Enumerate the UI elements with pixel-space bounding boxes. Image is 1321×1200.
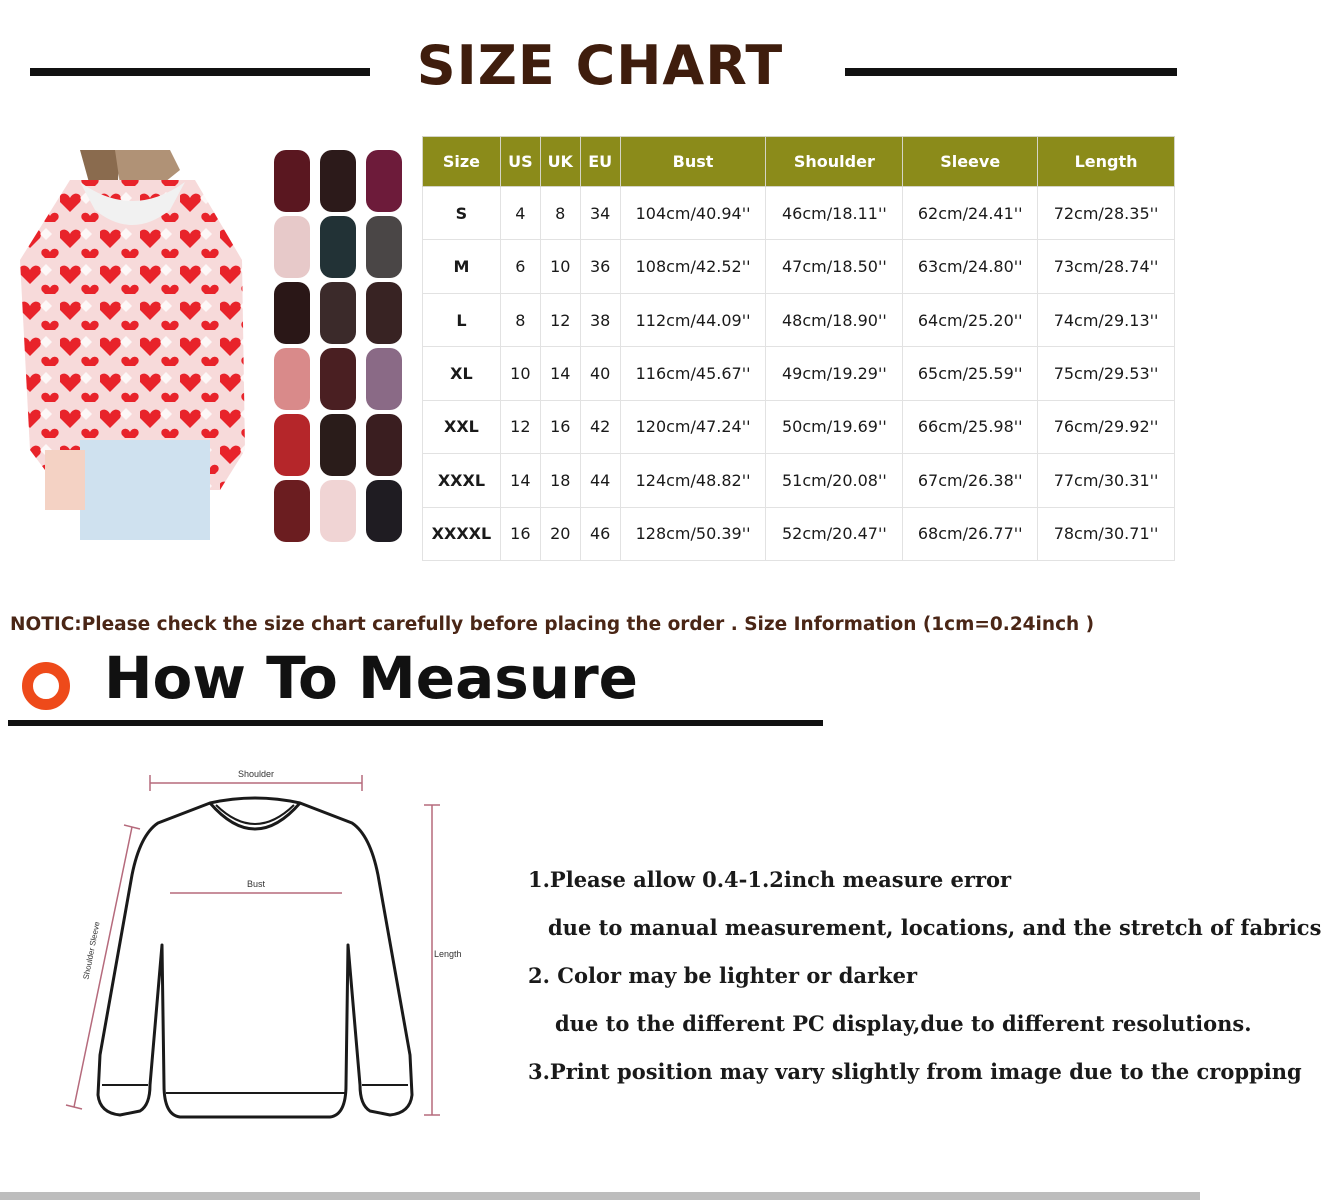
table-cell: 76cm/29.92'' — [1038, 400, 1175, 453]
table-row — [423, 240, 1175, 293]
note-line: 3.Print position may vary slightly from image due to the cropping — [528, 1059, 1302, 1084]
table-cell: S — [423, 187, 501, 240]
note-line: due to manual measurement, locations, and the stretch of fabrics — [548, 915, 1321, 940]
table-cell: 66cm/25.98'' — [903, 400, 1038, 453]
table-cell: 62cm/24.41'' — [903, 187, 1038, 240]
table-cell: 120cm/47.24'' — [620, 400, 766, 453]
measure-notes — [528, 862, 1321, 1102]
table-cell: 128cm/50.39'' — [620, 507, 766, 560]
page-title: SIZE CHART — [416, 34, 784, 97]
col-header-length: Length — [1038, 137, 1175, 187]
table-cell: 14 — [540, 347, 580, 400]
table-header-row — [423, 137, 1175, 187]
table-cell: 48cm/18.90'' — [766, 293, 903, 346]
table-cell: 16 — [500, 507, 540, 560]
table-cell: 108cm/42.52'' — [620, 240, 766, 293]
table-cell: 68cm/26.77'' — [903, 507, 1038, 560]
table-cell: 52cm/20.47'' — [766, 507, 903, 560]
table-cell: 47cm/18.50'' — [766, 240, 903, 293]
table-cell: XXL — [423, 400, 501, 453]
size-chart-table — [422, 136, 1175, 561]
table-cell: 78cm/30.71'' — [1038, 507, 1175, 560]
title-divider-right — [845, 68, 1177, 76]
ring-icon — [22, 662, 70, 710]
table-cell: 50cm/19.69'' — [766, 400, 903, 453]
table-cell: 72cm/28.35'' — [1038, 187, 1175, 240]
label-length: Length — [434, 949, 462, 959]
measure-divider — [8, 720, 823, 726]
table-cell: 34 — [580, 187, 620, 240]
bottom-border — [0, 1192, 1200, 1200]
table-cell: 4 — [500, 187, 540, 240]
col-header-uk: UK — [540, 137, 580, 187]
table-cell: 77cm/30.31'' — [1038, 454, 1175, 507]
table-cell: L — [423, 293, 501, 346]
table-row — [423, 293, 1175, 346]
table-cell: 8 — [540, 187, 580, 240]
table-cell: 20 — [540, 507, 580, 560]
table-cell: 12 — [540, 293, 580, 346]
table-cell: 104cm/40.94'' — [620, 187, 766, 240]
color-swatch-icon — [270, 150, 406, 546]
col-header-sleeve: Sleeve — [903, 137, 1038, 187]
table-cell: 46cm/18.11'' — [766, 187, 903, 240]
table-cell: 10 — [540, 240, 580, 293]
table-cell: 18 — [540, 454, 580, 507]
table-row — [423, 400, 1175, 453]
table-cell: 49cm/19.29'' — [766, 347, 903, 400]
table-cell: 40 — [580, 347, 620, 400]
table-cell: 38 — [580, 293, 620, 346]
table-cell: 112cm/44.09'' — [620, 293, 766, 346]
table-cell: 36 — [580, 240, 620, 293]
table-row — [423, 507, 1175, 560]
table-cell: 124cm/48.82'' — [620, 454, 766, 507]
hoodie-photo-icon — [20, 150, 246, 546]
title-divider-left — [30, 68, 370, 76]
measure-title: How To Measure — [104, 644, 639, 712]
table-cell: 10 — [500, 347, 540, 400]
table-cell: 44 — [580, 454, 620, 507]
table-row — [423, 187, 1175, 240]
table-cell: XL — [423, 347, 501, 400]
table-cell: M — [423, 240, 501, 293]
label-sleeve: Shoulder Sleeve — [81, 920, 102, 981]
table-cell: 74cm/29.13'' — [1038, 293, 1175, 346]
table-cell: 75cm/29.53'' — [1038, 347, 1175, 400]
table-cell: 12 — [500, 400, 540, 453]
table-row — [423, 454, 1175, 507]
table-cell: XXXXL — [423, 507, 501, 560]
size-notice: NOTIC:Please check the size chart carefully before placing the order . Size Information (1cm=0.24inch ) — [10, 614, 1095, 635]
table-row — [423, 347, 1175, 400]
table-cell: 64cm/25.20'' — [903, 293, 1038, 346]
table-cell: 42 — [580, 400, 620, 453]
table-cell: 6 — [500, 240, 540, 293]
note-line: due to the different PC display,due to different resolutions. — [555, 1011, 1252, 1036]
label-shoulder: Shoulder — [237, 769, 275, 779]
table-cell: 16 — [540, 400, 580, 453]
col-header-us: US — [500, 137, 540, 187]
col-header-bust: Bust — [620, 137, 766, 187]
col-header-size: Size — [423, 137, 501, 187]
table-cell: 65cm/25.59'' — [903, 347, 1038, 400]
table-cell: 63cm/24.80'' — [903, 240, 1038, 293]
col-header-eu: EU — [580, 137, 620, 187]
table-cell: 73cm/28.74'' — [1038, 240, 1175, 293]
table-cell: 67cm/26.38'' — [903, 454, 1038, 507]
table-cell: 8 — [500, 293, 540, 346]
note-line: 1.Please allow 0.4-1.2inch measure error — [528, 867, 1012, 892]
col-header-shoulder: Shoulder — [766, 137, 903, 187]
table-cell: 14 — [500, 454, 540, 507]
label-bust: Bust — [246, 879, 266, 889]
table-cell: 116cm/45.67'' — [620, 347, 766, 400]
note-line: 2. Color may be lighter or darker — [528, 963, 918, 988]
table-cell: 46 — [580, 507, 620, 560]
table-cell: 51cm/20.08'' — [766, 454, 903, 507]
table-cell: XXXL — [423, 454, 501, 507]
sweater-outline-icon — [70, 755, 490, 1155]
